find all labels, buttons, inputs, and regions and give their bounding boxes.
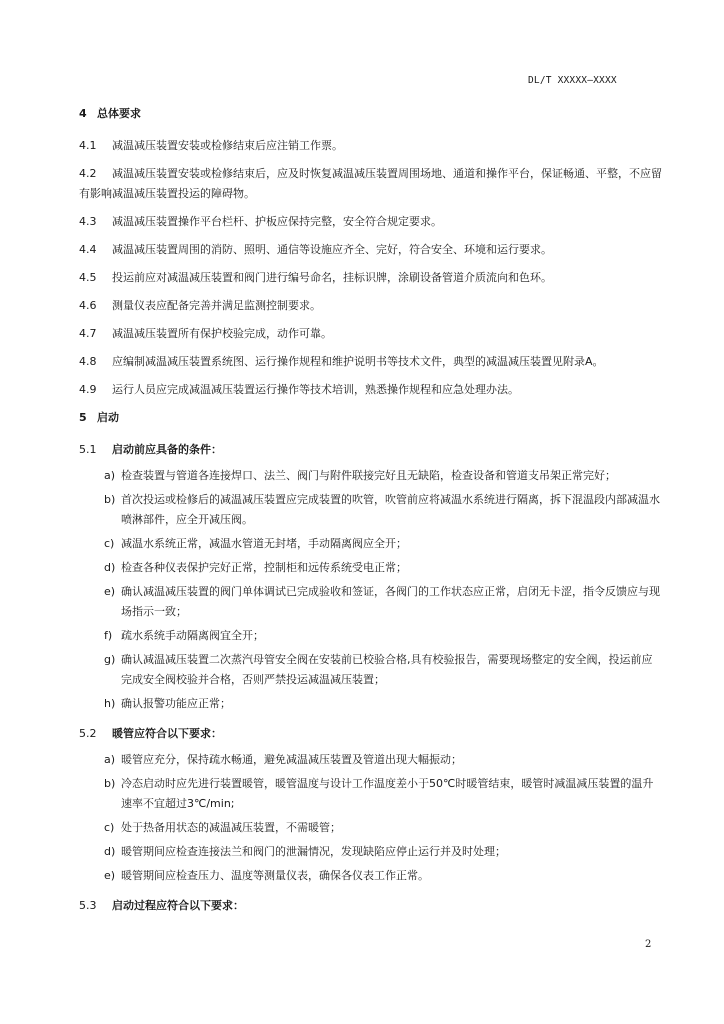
section-heading-4: 4 总体要求 [79,107,141,120]
list-item: d) 检查各种仪表保护完好正常，控制柜和远传系统受电正常； [104,561,407,574]
clause: 4.2 减温减压装置安装或检修结束后，应及时恢复减温减压装置周围场地、通道和操作平台，保证畅通、平整，不应留有影响减温减压装置投运的障碍物。 [79,167,662,200]
section-heading-5: 5 启动 [79,411,119,424]
list-item: h) 确认报警功能应正常； [104,697,231,710]
clause: 4.6 测量仪表应配备完善并满足监测控制要求。 [79,299,321,312]
clause: 4.3 减温减压装置操作平台栏杆、护板应保持完整，安全符合规定要求。 [79,215,442,228]
list-item: e) 暖管期间应检查压力、温度等测量仪表，确保各仪表工作正常。 [104,869,429,882]
list-item: c) 减温水系统正常，减温水管道无封堵，手动隔离阀应全开； [104,537,407,550]
section-title: 启动 [97,411,119,424]
clause: 4.8 应编制减温减压装置系统图、运行操作规程和维护说明书等技术文件，典型的减温减压装置见附录A。 [79,355,604,368]
list-item: g) 确认减温减压装置二次蒸汽母管安全阀在安装前已校验合格,具有校验报告，需要现场整定的安全阀，投运前应完成安全阀校验并合格，否则严禁投运减温减压装置； [104,653,653,686]
list-item: a) 检查装置与管道各连接焊口、法兰、阀门与附件联接完好且无缺陷，检查设备和管道支吊架正常完好； [104,469,616,482]
clause: 4.5 投运前应对减温减压装置和阀门进行编号命名，挂标识牌，涂刷设备管道介质流向和色环。 [79,271,552,284]
subsection-heading-5-3: 5.3 启动过程应符合以下要求： [79,899,244,912]
list-item: b) 首次投运或检修后的减温减压装置应完成装置的吹管，吹管前应将减温水系统进行隔离，拆下混温段内部减温水喷淋部件，应全开减压阀。 [104,493,660,526]
document-code-header: DL/T XXXXX—XXXX [528,75,617,86]
list-item: a) 暖管应充分，保持疏水畅通，避免减温减压装置及管道出现大幅振动； [104,753,462,766]
list-item: e) 确认减温减压装置的阀门单体调试已完成验收和签证，各阀门的工作状态应正常，启闭无卡涩，指令反馈应与现场指示一致； [104,585,660,618]
page-number: 2 [645,939,652,950]
subsection-heading-5-2: 5.2 暖管应符合以下要求： [79,727,222,740]
subsection-heading-5-1: 5.1 启动前应具备的条件： [79,443,222,456]
clause: 4.7 减温减压装置所有保护校验完成，动作可靠。 [79,327,332,340]
section-title: 总体要求 [97,107,141,120]
clause: 4.9 运行人员应完成减温减压装置运行操作等技术培训，熟悉操作规程和应急处理办法。 [79,383,519,396]
condition-list [79,466,663,714]
list-item: b) 冷态启动时应先进行装置暖管，暖管温度与设计工作温度差小于50℃时暖管结束，暖管时减温减压装置的温升速率不宜超过3℃/min; [104,777,654,810]
list-item: c) 处于热备用状态的减温减压装置，不需暖管； [104,821,341,834]
warming-requirements-list [79,750,663,886]
clause: 4.1 减温减压装置安装或检修结束后应注销工作票。 [79,139,343,152]
list-item: d) 暖管期间应检查连接法兰和阀门的泄漏情况，发现缺陷应停止运行并及时处理； [104,845,506,858]
document-body [79,104,663,922]
clause: 4.4 减温减压装置周围的消防、照明、通信等设施应齐全、完好，符合安全、环境和运行要求。 [79,243,552,256]
list-item: f) 疏水系统手动隔离阀宜全开； [104,629,264,642]
